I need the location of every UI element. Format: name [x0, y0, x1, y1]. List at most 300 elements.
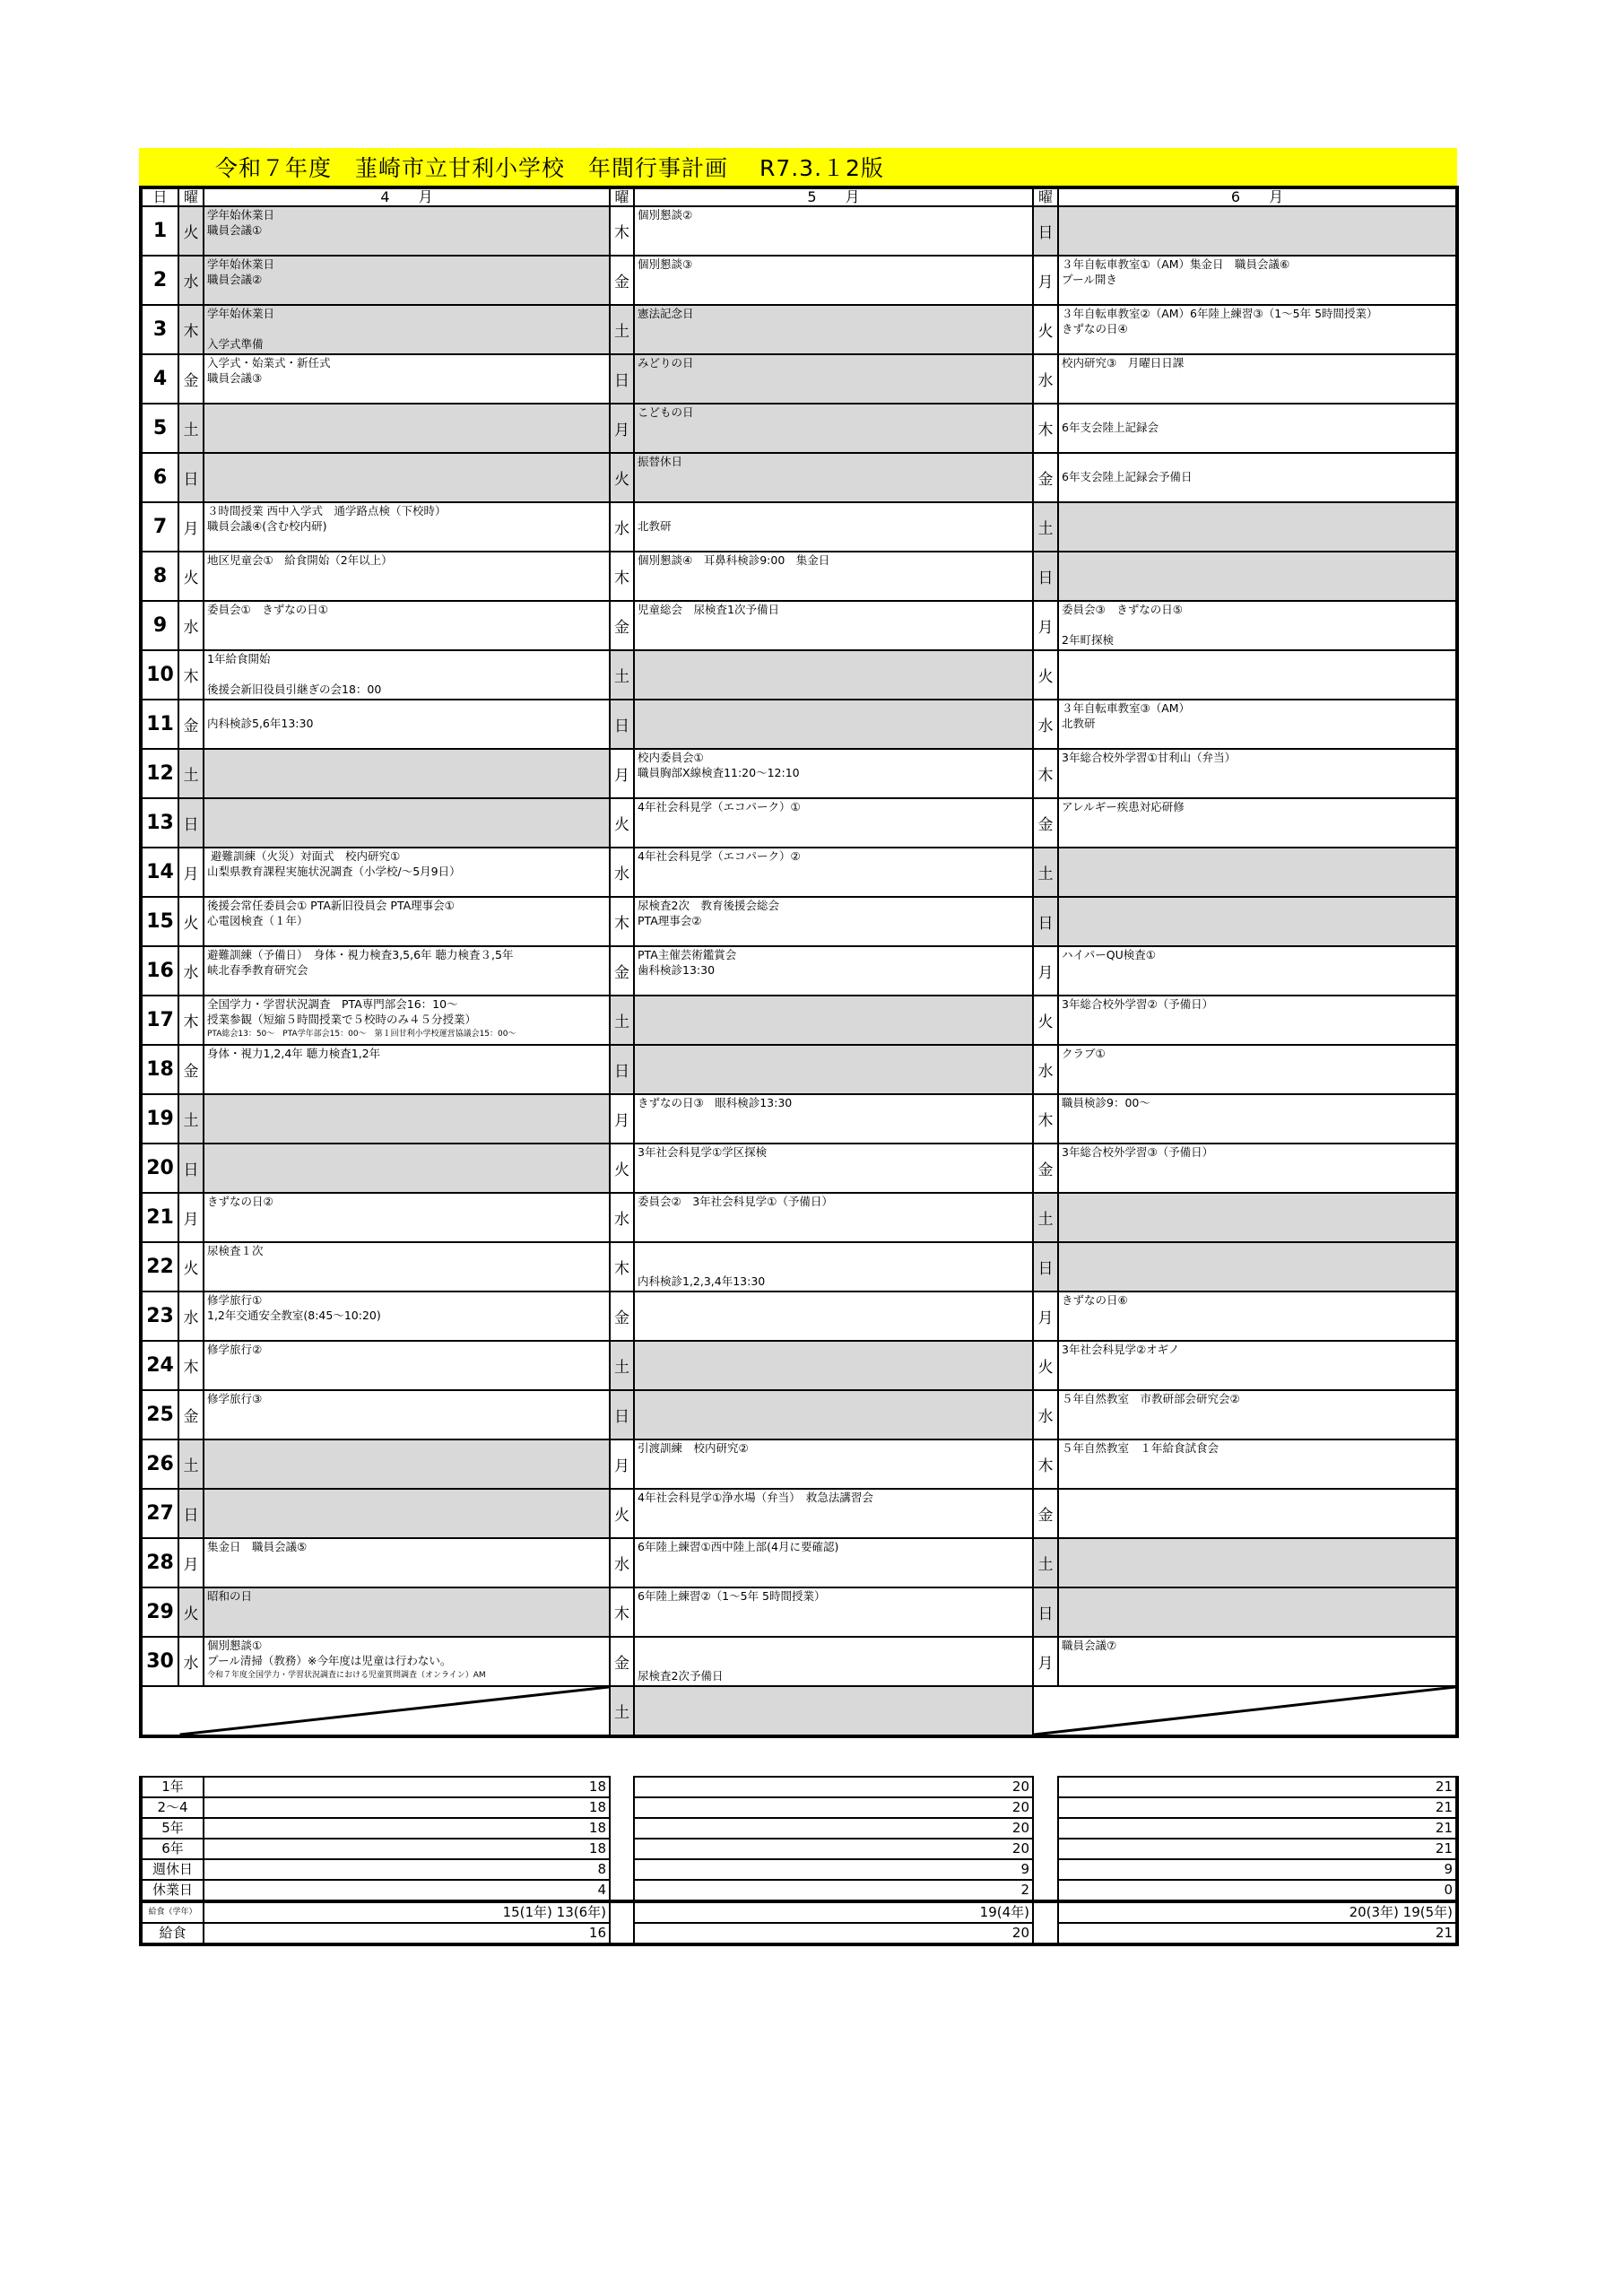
weekday-apr: 水	[178, 1637, 204, 1686]
table-row	[141, 1538, 1457, 1587]
summary-row	[141, 1901, 1457, 1923]
events-jun	[1058, 552, 1457, 601]
events-may: PTA主催芸術鑑賞会 歯科検診13:30	[634, 946, 1033, 996]
events-jun	[1058, 1587, 1457, 1637]
weekday-may: 火	[610, 453, 634, 502]
table-row	[141, 1144, 1457, 1193]
weekday-may: 木	[610, 552, 634, 601]
weekday-apr: 土	[178, 404, 204, 453]
events-apr: 避難訓練（火災）対面式 校内研究① 山梨県教育課程実施状況調査（小学校/～5月9日）	[204, 848, 610, 897]
events-may: 3年社会科見学①学区探検	[634, 1144, 1033, 1193]
event-note: 令和７年度全国学力・学習状況調査における児童質問調査（オンライン）AM	[207, 1671, 486, 1680]
schedule-table	[139, 186, 1459, 1738]
page-title: 令和７年度 韮崎市立甘利小学校 年間行事計画 R7.3.１2版	[215, 155, 884, 181]
weekday-may: 日	[610, 354, 634, 404]
weekday-jun: 木	[1033, 1094, 1058, 1144]
weekday-jun: 金	[1033, 1144, 1058, 1193]
weekday-apr: 土	[178, 1439, 204, 1489]
weekday-jun: 火	[1033, 1341, 1058, 1390]
summary-value-april: 18	[204, 1777, 610, 1797]
weekday-apr: 金	[178, 700, 204, 749]
table-row	[141, 601, 1457, 650]
summary-gap	[1033, 1923, 1058, 1944]
summary-row	[141, 1777, 1457, 1797]
events-apr	[204, 1637, 610, 1686]
summary-value-may: 2	[634, 1880, 1033, 1901]
events-may	[634, 1390, 1033, 1439]
events-apr: 修学旅行① 1,2年交通安全教室(8:45～10:20)	[204, 1292, 610, 1341]
events-jun	[1058, 1489, 1457, 1538]
weekday-may: 日	[610, 1390, 634, 1439]
events-may: 尿検査2次予備日	[634, 1637, 1033, 1686]
weekday-jun: 水	[1033, 1045, 1058, 1094]
events-jun: きずなの日⑥	[1058, 1292, 1457, 1341]
events-jun: クラブ①	[1058, 1045, 1457, 1094]
weekday-jun: 木	[1033, 1439, 1058, 1489]
events-may: みどりの日	[634, 354, 1033, 404]
events-may	[634, 1686, 1033, 1736]
weekday-may: 金	[610, 601, 634, 650]
summary-label: 5年	[141, 1818, 204, 1839]
summary-row	[141, 1859, 1457, 1880]
summary-gap	[1033, 1818, 1058, 1839]
day-number: 26	[141, 1439, 178, 1489]
weekday-may: 月	[610, 404, 634, 453]
summary-gap	[1033, 1797, 1058, 1818]
day-number: 13	[141, 798, 178, 848]
day-number: 27	[141, 1489, 178, 1538]
summary-row	[141, 1923, 1457, 1944]
day-number: 15	[141, 897, 178, 946]
summary-table	[139, 1776, 1459, 1946]
events-apr: 地区児童会① 給食開始（2年以上）	[204, 552, 610, 601]
summary-row	[141, 1839, 1457, 1859]
events-may: 引渡訓練 校内研究②	[634, 1439, 1033, 1489]
diagonal-line	[1034, 1687, 1455, 1735]
events-may: 尿検査2次 教育後援会総会 PTA理事会②	[634, 897, 1033, 946]
events-may: 6年陸上練習①西中陸上部(4月に要確認)	[634, 1538, 1033, 1587]
events-apr	[204, 798, 610, 848]
summary-gap	[610, 1818, 634, 1839]
events-apr: 昭和の日	[204, 1587, 610, 1637]
events-jun	[1058, 848, 1457, 897]
weekday-may: 火	[610, 1144, 634, 1193]
events-apr: 入学式・始業式・新任式 職員会議③	[204, 354, 610, 404]
table-row	[141, 848, 1457, 897]
summary-gap	[610, 1797, 634, 1818]
weekday-jun: 水	[1033, 354, 1058, 404]
weekday-may: 木	[610, 897, 634, 946]
events-apr: きずなの日②	[204, 1193, 610, 1242]
summary-gap	[1033, 1839, 1058, 1859]
weekday-jun: 日	[1033, 1587, 1058, 1637]
header-day: 日	[141, 187, 178, 206]
day-number: 10	[141, 650, 178, 700]
summary-value-june: 21	[1058, 1818, 1457, 1839]
events-may: 6年陸上練習②（1～5年 5時間授業）	[634, 1587, 1033, 1637]
header-month-may: 5 月	[634, 187, 1033, 206]
table-row	[141, 798, 1457, 848]
weekday-may: 土	[610, 1341, 634, 1390]
day-number: 4	[141, 354, 178, 404]
events-apr	[204, 1094, 610, 1144]
weekday-apr: 金	[178, 354, 204, 404]
events-jun	[1058, 897, 1457, 946]
weekday-apr: 日	[178, 798, 204, 848]
weekday-may: 土	[610, 996, 634, 1045]
events-jun: 委員会③ きずなの日⑤ 2年町探検	[1058, 601, 1457, 650]
weekday-jun: 金	[1033, 798, 1058, 848]
summary-value-may: 20	[634, 1839, 1033, 1859]
events-may: 委員会② 3年社会科見学①（予備日）	[634, 1193, 1033, 1242]
events-jun	[1058, 502, 1457, 552]
events-apr: 学年始休業日 職員会議①	[204, 206, 610, 256]
weekday-apr: 水	[178, 1292, 204, 1341]
unused-cell-june	[1033, 1686, 1457, 1736]
events-may: 憲法記念日	[634, 305, 1033, 354]
day-number: 16	[141, 946, 178, 996]
summary-label: 休業日	[141, 1880, 204, 1901]
table-row	[141, 305, 1457, 354]
events-may: 内科検診1,2,3,4年13:30	[634, 1242, 1033, 1292]
events-apr: 委員会① きずなの日①	[204, 601, 610, 650]
events-apr	[204, 404, 610, 453]
weekday-may: 土	[610, 1686, 634, 1736]
weekday-may: 木	[610, 206, 634, 256]
table-row	[141, 1094, 1457, 1144]
weekday-jun: 土	[1033, 1193, 1058, 1242]
weekday-may: 金	[610, 1637, 634, 1686]
day-number: 25	[141, 1390, 178, 1439]
table-row	[141, 1439, 1457, 1489]
summary-value-april: 8	[204, 1859, 610, 1880]
events-may	[634, 1045, 1033, 1094]
day-number: 30	[141, 1637, 178, 1686]
events-apr: 学年始休業日 職員会議②	[204, 256, 610, 305]
weekday-apr: 火	[178, 552, 204, 601]
events-apr: 修学旅行②	[204, 1341, 610, 1390]
events-may	[634, 650, 1033, 700]
weekday-jun: 日	[1033, 552, 1058, 601]
events-apr: 身体・視力1,2,4年 聴力検査1,2年	[204, 1045, 610, 1094]
events-may: こどもの日	[634, 404, 1033, 453]
weekday-may: 木	[610, 1587, 634, 1637]
weekday-apr: 水	[178, 256, 204, 305]
table-row	[141, 1341, 1457, 1390]
day-number: 6	[141, 453, 178, 502]
weekday-apr: 月	[178, 1538, 204, 1587]
events-jun	[1058, 1538, 1457, 1587]
events-may: 4年社会科見学①浄水場（弁当） 救急法講習会	[634, 1489, 1033, 1538]
events-apr: 修学旅行③	[204, 1390, 610, 1439]
summary-value-may: 9	[634, 1859, 1033, 1880]
unused-cell-april	[141, 1686, 610, 1736]
weekday-apr: 水	[178, 601, 204, 650]
events-may: 4年社会科見学（エコパーク）①	[634, 798, 1033, 848]
weekday-jun: 月	[1033, 256, 1058, 305]
events-jun	[1058, 206, 1457, 256]
events-may	[634, 1292, 1033, 1341]
table-row	[141, 206, 1457, 256]
weekday-apr: 火	[178, 897, 204, 946]
weekday-apr: 火	[178, 1587, 204, 1637]
events-jun: ハイパーQU検査①	[1058, 946, 1457, 996]
events-may: 個別懇談④ 耳鼻科検診9:00 集金日	[634, 552, 1033, 601]
day-number: 2	[141, 256, 178, 305]
events-apr: 1年給食開始 後援会新旧役員引継ぎの会18：00	[204, 650, 610, 700]
table-row	[141, 453, 1457, 502]
events-jun: 校内研究③ 月曜日日課	[1058, 354, 1457, 404]
weekday-apr: 水	[178, 946, 204, 996]
weekday-may: 火	[610, 798, 634, 848]
table-row	[141, 946, 1457, 996]
table-row	[141, 1587, 1457, 1637]
weekday-apr: 日	[178, 1144, 204, 1193]
summary-label: 給食（学年）	[141, 1901, 204, 1923]
weekday-apr: 木	[178, 305, 204, 354]
day-number: 9	[141, 601, 178, 650]
weekday-apr: 火	[178, 206, 204, 256]
weekday-jun: 月	[1033, 946, 1058, 996]
events-may	[634, 996, 1033, 1045]
summary-value-may: 20	[634, 1797, 1033, 1818]
weekday-may: 水	[610, 1193, 634, 1242]
table-row	[141, 1686, 1457, 1736]
weekday-jun: 日	[1033, 897, 1058, 946]
weekday-may: 木	[610, 1242, 634, 1292]
weekday-may: 水	[610, 848, 634, 897]
events-jun: 3年総合校外学習①甘利山（弁当）	[1058, 749, 1457, 798]
table-row	[141, 996, 1457, 1045]
events-may: 北教研	[634, 502, 1033, 552]
events-apr: 学年始休業日 入学式準備	[204, 305, 610, 354]
weekday-apr: 木	[178, 1341, 204, 1390]
table-row	[141, 700, 1457, 749]
weekday-apr: 木	[178, 996, 204, 1045]
day-number: 8	[141, 552, 178, 601]
summary-label: 週休日	[141, 1859, 204, 1880]
events-jun: 職員会議⑦	[1058, 1637, 1457, 1686]
day-number: 23	[141, 1292, 178, 1341]
events-may: 4年社会科見学（エコパーク）②	[634, 848, 1033, 897]
events-jun: 3年総合校外学習②（予備日）	[1058, 996, 1457, 1045]
weekday-apr: 日	[178, 453, 204, 502]
event-text: 個別懇談① プール清掃（教務）※今年度は児童は行わない。	[207, 1639, 452, 1667]
weekday-apr: 月	[178, 502, 204, 552]
day-number: 17	[141, 996, 178, 1045]
summary-gap	[1033, 1859, 1058, 1880]
events-jun: ３年自転車教室③（AM） 北教研	[1058, 700, 1457, 749]
day-number: 21	[141, 1193, 178, 1242]
weekday-jun: 木	[1033, 749, 1058, 798]
events-jun: 6年支会陸上記録会予備日	[1058, 453, 1457, 502]
summary-value-june: 21	[1058, 1923, 1457, 1944]
table-row	[141, 1193, 1457, 1242]
header-weekday: 曜	[178, 187, 204, 206]
weekday-jun: 土	[1033, 848, 1058, 897]
day-number: 22	[141, 1242, 178, 1292]
events-may: 校内委員会① 職員胸部X線検査11:20～12:10	[634, 749, 1033, 798]
summary-gap	[610, 1859, 634, 1880]
events-apr: 内科検診5,6年13:30	[204, 700, 610, 749]
header-row	[141, 187, 1457, 206]
summary-value-june: 9	[1058, 1859, 1457, 1880]
weekday-jun: 水	[1033, 700, 1058, 749]
events-jun	[1058, 650, 1457, 700]
weekday-may: 金	[610, 946, 634, 996]
summary-label: 6年	[141, 1839, 204, 1859]
day-number: 28	[141, 1538, 178, 1587]
day-number: 1	[141, 206, 178, 256]
events-apr	[204, 1144, 610, 1193]
weekday-apr: 火	[178, 1242, 204, 1292]
weekday-jun: 月	[1033, 1292, 1058, 1341]
weekday-jun: 月	[1033, 601, 1058, 650]
weekday-jun: 木	[1033, 404, 1058, 453]
weekday-may: 水	[610, 1538, 634, 1587]
weekday-may: 火	[610, 1489, 634, 1538]
weekday-may: 日	[610, 1045, 634, 1094]
day-number: 24	[141, 1341, 178, 1390]
events-jun: ５年自然教室 市教研部会研究会②	[1058, 1390, 1457, 1439]
weekday-apr: 金	[178, 1390, 204, 1439]
day-number: 5	[141, 404, 178, 453]
table-row	[141, 1489, 1457, 1538]
events-jun: ３年自転車教室②（AM）6年陸上練習③（1～5年 5時間授業） きずなの日④	[1058, 305, 1457, 354]
weekday-apr: 月	[178, 1193, 204, 1242]
summary-label: 給食	[141, 1923, 204, 1944]
summary-value-april: 18	[204, 1839, 610, 1859]
weekday-apr: 日	[178, 1489, 204, 1538]
summary-value-may: 20	[634, 1923, 1033, 1944]
table-row	[141, 354, 1457, 404]
day-number: 3	[141, 305, 178, 354]
weekday-jun: 水	[1033, 1390, 1058, 1439]
header-weekday: 曜	[1033, 187, 1058, 206]
table-row	[141, 1242, 1457, 1292]
events-apr	[204, 749, 610, 798]
summary-label: 1年	[141, 1777, 204, 1797]
event-note: PTA総会13：50～ PTA学年部会15：00～ 第１回甘利小学校運営協議会15：00～	[207, 1030, 516, 1039]
events-jun: 6年支会陸上記録会	[1058, 404, 1457, 453]
day-number: 14	[141, 848, 178, 897]
table-row	[141, 552, 1457, 601]
table-row	[141, 1637, 1457, 1686]
summary-gap	[610, 1901, 634, 1923]
events-apr: 後援会常任委員会① PTA新旧役員会 PTA理事会① 心電図検査（１年）	[204, 897, 610, 946]
summary-gap	[610, 1880, 634, 1901]
events-may: 振替休日	[634, 453, 1033, 502]
weekday-apr: 木	[178, 650, 204, 700]
summary-label: 2～4	[141, 1797, 204, 1818]
weekday-jun: 日	[1033, 1242, 1058, 1292]
summary-row	[141, 1797, 1457, 1818]
events-may	[634, 1341, 1033, 1390]
events-apr	[204, 996, 610, 1045]
weekday-may: 土	[610, 650, 634, 700]
weekday-jun: 月	[1033, 1637, 1058, 1686]
weekday-apr: 月	[178, 848, 204, 897]
summary-value-may: 20	[634, 1777, 1033, 1797]
event-text: 全国学力・学習状況調査 PTA専門部会16：10～ 授業参観（短縮５時間授業で５校時のみ４５分授業）	[207, 997, 477, 1026]
weekday-jun: 金	[1033, 1489, 1058, 1538]
weekday-apr: 土	[178, 749, 204, 798]
events-jun: ３年自転車教室①（AM）集金日 職員会議⑥ プール開き	[1058, 256, 1457, 305]
weekday-jun: 火	[1033, 996, 1058, 1045]
summary-gap	[610, 1777, 634, 1797]
weekday-apr: 金	[178, 1045, 204, 1094]
weekday-may: 金	[610, 1292, 634, 1341]
summary-value-april: 15(1年) 13(6年)	[204, 1901, 610, 1923]
weekday-jun: 土	[1033, 1538, 1058, 1587]
table-row	[141, 1390, 1457, 1439]
summary-value-june: 21	[1058, 1839, 1457, 1859]
weekday-jun: 金	[1033, 453, 1058, 502]
summary-value-june: 21	[1058, 1797, 1457, 1818]
table-row	[141, 1292, 1457, 1341]
summary-gap	[610, 1839, 634, 1859]
events-apr	[204, 1439, 610, 1489]
events-may: 個別懇談②	[634, 206, 1033, 256]
summary-value-june: 21	[1058, 1777, 1457, 1797]
summary-value-may: 20	[634, 1818, 1033, 1839]
weekday-may: 金	[610, 256, 634, 305]
summary-value-april: 16	[204, 1923, 610, 1944]
day-number: 7	[141, 502, 178, 552]
events-jun	[1058, 1242, 1457, 1292]
events-apr: 避難訓練（予備日） 身体・視力検査3,5,6年 聴力検査３,5年 峡北春季教育研究会	[204, 946, 610, 996]
table-row	[141, 256, 1457, 305]
weekday-may: 月	[610, 1094, 634, 1144]
summary-value-april: 18	[204, 1797, 610, 1818]
events-jun: ５年自然教室 １年給食試食会	[1058, 1439, 1457, 1489]
weekday-apr: 土	[178, 1094, 204, 1144]
summary-value-may: 19(4年)	[634, 1901, 1033, 1923]
summary-gap	[1033, 1777, 1058, 1797]
weekday-jun: 火	[1033, 305, 1058, 354]
events-jun: 3年社会科見学②オギノ	[1058, 1341, 1457, 1390]
weekday-may: 日	[610, 700, 634, 749]
table-row	[141, 502, 1457, 552]
day-number: 19	[141, 1094, 178, 1144]
weekday-jun: 日	[1033, 206, 1058, 256]
weekday-may: 水	[610, 502, 634, 552]
events-may: きずなの日③ 眼科検診13:30	[634, 1094, 1033, 1144]
summary-value-april: 4	[204, 1880, 610, 1901]
events-may: 個別懇談③	[634, 256, 1033, 305]
events-apr: 集金日 職員会議⑤	[204, 1538, 610, 1587]
day-number: 12	[141, 749, 178, 798]
summary-row	[141, 1818, 1457, 1839]
weekday-jun: 土	[1033, 502, 1058, 552]
day-number: 29	[141, 1587, 178, 1637]
weekday-may: 土	[610, 305, 634, 354]
header-month-april: 4 月	[204, 187, 610, 206]
events-apr	[204, 1489, 610, 1538]
diagonal-line	[143, 1687, 609, 1735]
day-number: 11	[141, 700, 178, 749]
events-apr: 尿検査１次	[204, 1242, 610, 1292]
summary-gap	[1033, 1901, 1058, 1923]
table-row	[141, 897, 1457, 946]
summary-row	[141, 1880, 1457, 1901]
events-apr: ３時間授業 西中入学式 通学路点検（下校時） 職員会議④(含む校内研)	[204, 502, 610, 552]
events-may: 児童総会 尿検査1次予備日	[634, 601, 1033, 650]
summary-value-june: 0	[1058, 1880, 1457, 1901]
events-jun: 職員検診9：00～	[1058, 1094, 1457, 1144]
summary-gap	[1033, 1880, 1058, 1901]
table-row	[141, 650, 1457, 700]
